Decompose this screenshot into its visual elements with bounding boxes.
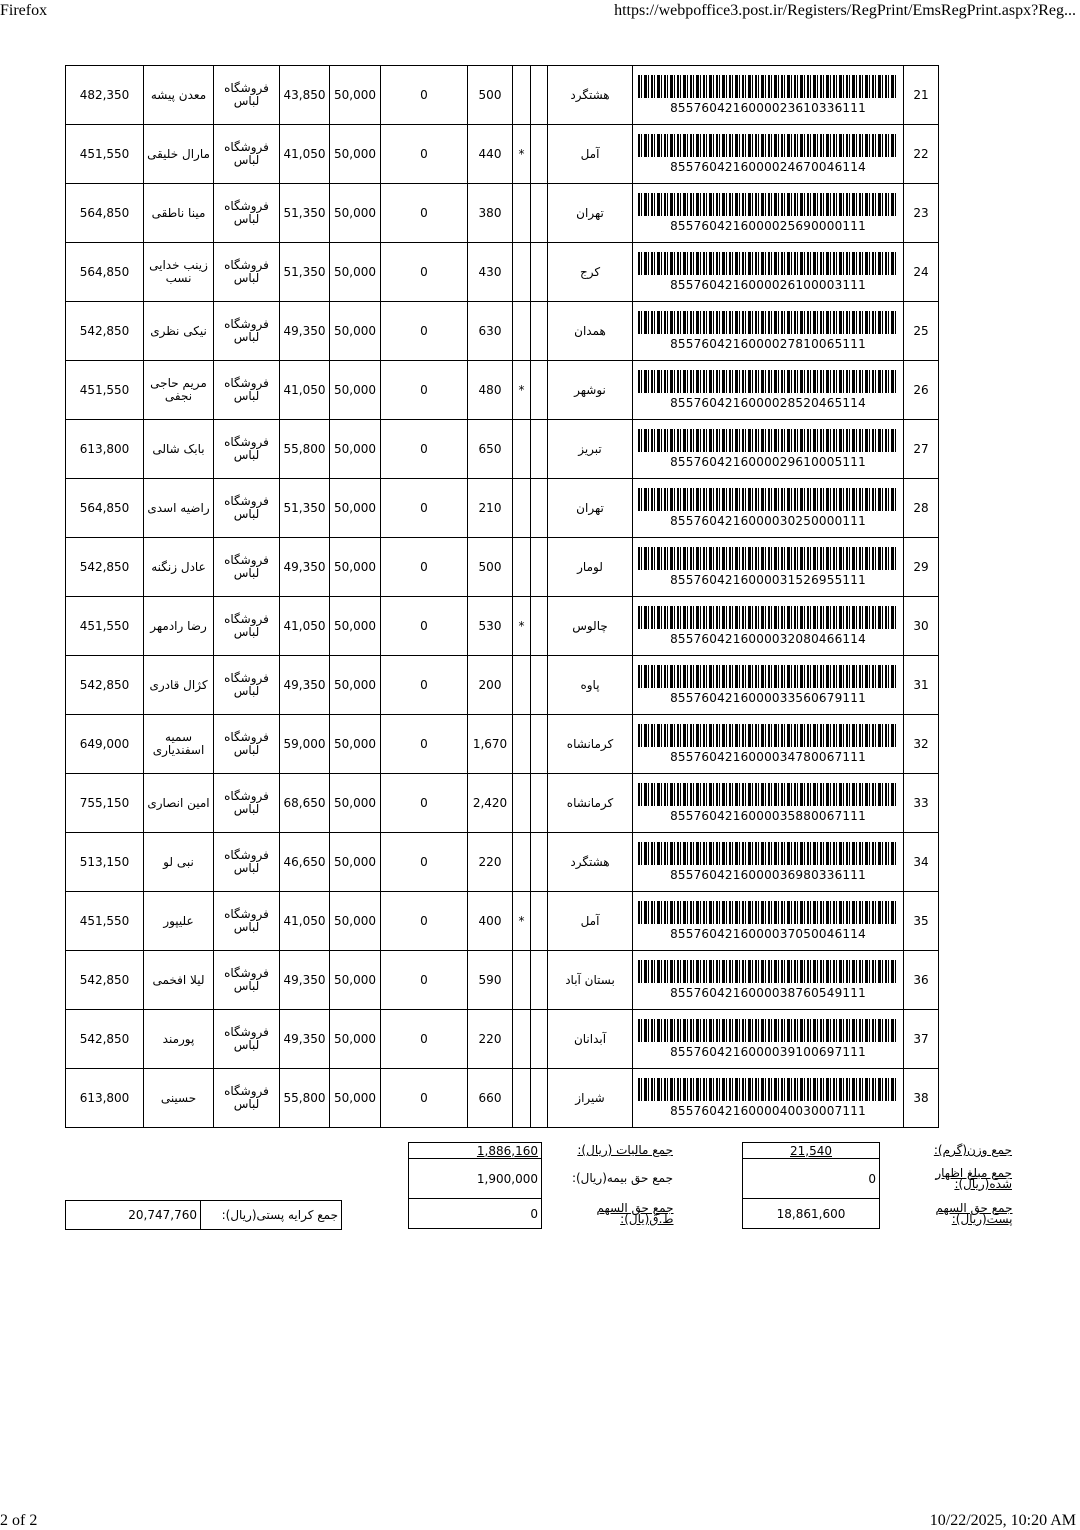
total-amount: 451,550	[66, 125, 144, 184]
empty-cell	[531, 361, 548, 420]
destination-city: لومار	[548, 538, 633, 597]
service-flag	[513, 243, 531, 302]
service-flag	[513, 774, 531, 833]
sender-name: فروشگاه لباس	[214, 892, 280, 951]
barcode-cell	[633, 1010, 904, 1069]
service-flag: *	[513, 892, 531, 951]
sender-name: فروشگاه لباس	[214, 479, 280, 538]
tracking-code: 8557604216000024670046114	[670, 160, 866, 174]
empty-cell	[531, 951, 548, 1010]
destination-city: کرمانشاه	[548, 774, 633, 833]
parcel-weight: 630	[468, 302, 513, 361]
parcel-weight: 650	[468, 420, 513, 479]
service-flag: *	[513, 125, 531, 184]
sender-name: فروشگاه لباس	[214, 302, 280, 361]
tracking-code: 8557604216000034780067111	[670, 750, 866, 764]
parcel-weight: 500	[468, 66, 513, 125]
total-amount: 542,850	[66, 656, 144, 715]
postal-fee: 49,350	[280, 951, 330, 1010]
recipient-name: امین انصاری	[144, 774, 214, 833]
total-amount: 451,550	[66, 597, 144, 656]
insurance-amount: 50,000	[330, 538, 381, 597]
empty-cell	[531, 538, 548, 597]
recipient-name: مارال خلیقی	[144, 125, 214, 184]
insurance-amount: 50,000	[330, 243, 381, 302]
service-flag	[513, 420, 531, 479]
page-count: 2 of 2	[0, 1512, 38, 1529]
declared-total: 0	[743, 1159, 880, 1199]
tax-label: جمع مالیات (ریال):	[577, 1143, 673, 1157]
barcode-image	[638, 665, 898, 688]
table-row	[66, 479, 939, 538]
row-number: 21	[904, 66, 939, 125]
empty-cell	[531, 420, 548, 479]
declared-value: 0	[381, 774, 468, 833]
tracking-code: 8557604216000030250000111	[670, 514, 866, 528]
parcel-weight: 220	[468, 833, 513, 892]
service-flag	[513, 833, 531, 892]
share-tq-total: 0	[409, 1199, 542, 1229]
browser-name: Firefox	[0, 2, 48, 19]
empty-cell	[531, 833, 548, 892]
service-flag	[513, 656, 531, 715]
declared-value: 0	[381, 538, 468, 597]
recipient-name: نیکی نظری	[144, 302, 214, 361]
barcode-image	[638, 193, 898, 216]
sender-name: فروشگاه لباس	[214, 538, 280, 597]
barcode-image	[638, 75, 898, 98]
barcode-cell	[633, 479, 904, 538]
recipient-name: کژال قادری	[144, 656, 214, 715]
total-amount: 542,850	[66, 302, 144, 361]
tracking-code: 8557604216000023610336111	[670, 101, 866, 115]
declared-value: 0	[381, 951, 468, 1010]
insurance-amount: 50,000	[330, 833, 381, 892]
recipient-name: راضیه اسدی	[144, 479, 214, 538]
service-flag	[513, 715, 531, 774]
parcel-weight: 380	[468, 184, 513, 243]
service-flag	[513, 66, 531, 125]
row-number: 30	[904, 597, 939, 656]
parcel-weight: 590	[468, 951, 513, 1010]
sender-name: فروشگاه لباس	[214, 833, 280, 892]
barcode-cell	[633, 243, 904, 302]
postal-fee: 41,050	[280, 361, 330, 420]
share-tq-label: جمع حق السهم ط.ق(یال):	[596, 1200, 674, 1226]
service-flag	[513, 1069, 531, 1128]
recipient-name: نبی لو	[144, 833, 214, 892]
destination-city: هشتگرد	[548, 833, 633, 892]
declared-value: 0	[381, 656, 468, 715]
table-row	[66, 774, 939, 833]
print-datetime: 10/22/2025, 10:20 AM	[929, 1512, 1076, 1529]
service-flag: *	[513, 361, 531, 420]
tracking-code: 8557604216000027810065111	[670, 337, 866, 351]
recipient-name: سمیه اسفندیاری	[144, 715, 214, 774]
postal-fee: 46,650	[280, 833, 330, 892]
tracking-code: 8557604216000025690000111	[670, 219, 866, 233]
row-number: 37	[904, 1010, 939, 1069]
postal-fee: 41,050	[280, 597, 330, 656]
barcode-image	[638, 134, 898, 157]
tracking-code: 8557604216000038760549111	[670, 986, 866, 1000]
share-post-total: 18,861,600	[743, 1199, 880, 1229]
page-url: https://webpoffice3.post.ir/Registers/RegPrint/EmsRegPrint.aspx?Reg...	[614, 2, 1076, 19]
sender-name: فروشگاه لباس	[214, 420, 280, 479]
service-flag	[513, 1010, 531, 1069]
destination-city: کرمانشاه	[548, 715, 633, 774]
declared-value: 0	[381, 833, 468, 892]
parcel-weight: 210	[468, 479, 513, 538]
insurance-amount: 50,000	[330, 125, 381, 184]
destination-city: هشتگرد	[548, 66, 633, 125]
barcode-cell	[633, 184, 904, 243]
service-flag	[513, 538, 531, 597]
destination-city: آمل	[548, 892, 633, 951]
service-flag	[513, 951, 531, 1010]
destination-city: نوشهر	[548, 361, 633, 420]
declared-value: 0	[381, 243, 468, 302]
row-number: 32	[904, 715, 939, 774]
postal-fee-total: 20,747,760	[66, 1201, 201, 1230]
table-row	[66, 66, 939, 125]
table-row	[66, 184, 939, 243]
tracking-code: 8557604216000039100697111	[670, 1045, 866, 1059]
declared-value: 0	[381, 1010, 468, 1069]
tracking-code: 8557604216000029610005111	[670, 455, 866, 469]
postal-fee-label: جمع کرایه پستی(ریال):	[201, 1201, 342, 1230]
insurance-amount: 50,000	[330, 66, 381, 125]
table-row	[66, 1010, 939, 1069]
barcode-cell	[633, 302, 904, 361]
sender-name: فروشگاه لباس	[214, 656, 280, 715]
barcode-cell	[633, 125, 904, 184]
postal-fee: 41,050	[280, 892, 330, 951]
parcel-weight: 200	[468, 656, 513, 715]
recipient-name: پورمند	[144, 1010, 214, 1069]
postal-fee: 55,800	[280, 420, 330, 479]
empty-cell	[531, 1010, 548, 1069]
sender-name: فروشگاه لباس	[214, 1010, 280, 1069]
declared-value: 0	[381, 479, 468, 538]
parcel-weight: 220	[468, 1010, 513, 1069]
postal-fee: 49,350	[280, 302, 330, 361]
declared-value: 0	[381, 184, 468, 243]
service-flag	[513, 302, 531, 361]
parcel-weight: 480	[468, 361, 513, 420]
insurance-amount: 50,000	[330, 361, 381, 420]
row-number: 36	[904, 951, 939, 1010]
postal-fee: 49,350	[280, 656, 330, 715]
insurance-amount: 50,000	[330, 597, 381, 656]
insurance-amount: 50,000	[330, 302, 381, 361]
barcode-cell	[633, 538, 904, 597]
declared-value: 0	[381, 597, 468, 656]
insurance-label: جمع حق بیمه(ریال):	[571, 1171, 673, 1185]
sender-name: فروشگاه لباس	[214, 951, 280, 1010]
service-flag	[513, 479, 531, 538]
sender-name: فروشگاه لباس	[214, 361, 280, 420]
tracking-code: 8557604216000033560679111	[670, 691, 866, 705]
tracking-code: 8557604216000032080466114	[670, 632, 866, 646]
barcode-image	[638, 547, 898, 570]
row-number: 25	[904, 302, 939, 361]
declared-value: 0	[381, 361, 468, 420]
parcel-weight: 440	[468, 125, 513, 184]
insurance-amount: 50,000	[330, 420, 381, 479]
insurance-total: 1,900,000	[409, 1159, 542, 1199]
barcode-image	[638, 1019, 898, 1042]
empty-cell	[531, 656, 548, 715]
sender-name: فروشگاه لباس	[214, 66, 280, 125]
declared-value: 0	[381, 302, 468, 361]
total-amount: 755,150	[66, 774, 144, 833]
barcode-image	[638, 724, 898, 747]
postal-fee-summary	[65, 1200, 342, 1230]
postal-fee: 49,350	[280, 538, 330, 597]
sender-name: فروشگاه لباس	[214, 1069, 280, 1128]
service-flag: *	[513, 597, 531, 656]
recipient-name: معدن پیشه	[144, 66, 214, 125]
declared-label: جمع مبلغ اظهار شده(ریال):	[935, 1165, 1012, 1191]
row-number: 31	[904, 656, 939, 715]
total-amount: 613,800	[66, 420, 144, 479]
total-amount: 542,850	[66, 1010, 144, 1069]
tracking-code: 8557604216000040030007111	[670, 1104, 866, 1118]
total-amount: 649,000	[66, 715, 144, 774]
barcode-image	[638, 370, 898, 393]
recipient-name: مریم حاجی نجفی	[144, 361, 214, 420]
empty-cell	[531, 302, 548, 361]
insurance-amount: 50,000	[330, 1010, 381, 1069]
row-number: 28	[904, 479, 939, 538]
postal-fee: 49,350	[280, 1010, 330, 1069]
postal-fee: 55,800	[280, 1069, 330, 1128]
recipient-name: حسینی	[144, 1069, 214, 1128]
insurance-amount: 50,000	[330, 1069, 381, 1128]
total-amount: 451,550	[66, 892, 144, 951]
sender-name: فروشگاه لباس	[214, 715, 280, 774]
barcode-image	[638, 842, 898, 865]
sender-name: فروشگاه لباس	[214, 774, 280, 833]
tax-summary	[408, 1142, 677, 1229]
total-amount: 564,850	[66, 479, 144, 538]
total-amount: 613,800	[66, 1069, 144, 1128]
table-row	[66, 656, 939, 715]
barcode-image	[638, 311, 898, 334]
total-amount: 513,150	[66, 833, 144, 892]
destination-city: چالوس	[548, 597, 633, 656]
parcel-weight: 1,670	[468, 715, 513, 774]
destination-city: آبدانان	[548, 1010, 633, 1069]
empty-cell	[531, 1069, 548, 1128]
parcel-weight: 530	[468, 597, 513, 656]
table-row	[66, 597, 939, 656]
declared-value: 0	[381, 1069, 468, 1128]
recipient-name: عادل زنگنه	[144, 538, 214, 597]
destination-city: همدان	[548, 302, 633, 361]
sender-name: فروشگاه لباس	[214, 184, 280, 243]
row-number: 29	[904, 538, 939, 597]
weight-summary	[742, 1142, 1016, 1229]
barcode-image	[638, 252, 898, 275]
row-number: 33	[904, 774, 939, 833]
postal-fee: 68,650	[280, 774, 330, 833]
destination-city: پاوه	[548, 656, 633, 715]
postal-fee: 51,350	[280, 243, 330, 302]
empty-cell	[531, 479, 548, 538]
total-amount: 564,850	[66, 184, 144, 243]
row-number: 27	[904, 420, 939, 479]
insurance-amount: 50,000	[330, 774, 381, 833]
recipient-name: زینب خدایی نسب	[144, 243, 214, 302]
share-post-label: جمع حق السهم پست(ریال):	[935, 1200, 1013, 1226]
tax-total: 1,886,160	[409, 1143, 542, 1159]
row-number: 24	[904, 243, 939, 302]
barcode-image	[638, 488, 898, 511]
empty-cell	[531, 243, 548, 302]
barcode-image	[638, 783, 898, 806]
sender-name: فروشگاه لباس	[214, 597, 280, 656]
tracking-code: 8557604216000036980336111	[670, 868, 866, 882]
total-amount: 542,850	[66, 951, 144, 1010]
weight-label: جمع وزن(گرم):	[933, 1143, 1012, 1157]
tracking-code: 8557604216000026100003111	[670, 278, 866, 292]
barcode-cell	[633, 361, 904, 420]
insurance-amount: 50,000	[330, 892, 381, 951]
barcode-cell	[633, 597, 904, 656]
empty-cell	[531, 66, 548, 125]
sender-name: فروشگاه لباس	[214, 125, 280, 184]
destination-city: تهران	[548, 479, 633, 538]
barcode-cell	[633, 420, 904, 479]
insurance-amount: 50,000	[330, 715, 381, 774]
table-row	[66, 538, 939, 597]
table-row	[66, 833, 939, 892]
empty-cell	[531, 774, 548, 833]
destination-city: شیراز	[548, 1069, 633, 1128]
barcode-image	[638, 1078, 898, 1101]
service-flag	[513, 184, 531, 243]
parcel-weight: 400	[468, 892, 513, 951]
table-row	[66, 125, 939, 184]
table-row	[66, 951, 939, 1010]
destination-city: تبریز	[548, 420, 633, 479]
destination-city: آمل	[548, 125, 633, 184]
row-number: 34	[904, 833, 939, 892]
empty-cell	[531, 125, 548, 184]
weight-total: 21,540	[743, 1143, 880, 1159]
parcel-weight: 660	[468, 1069, 513, 1128]
row-number: 38	[904, 1069, 939, 1128]
recipient-name: لیلا افخمی	[144, 951, 214, 1010]
postal-fee: 59,000	[280, 715, 330, 774]
barcode-image	[638, 429, 898, 452]
barcode-cell	[633, 892, 904, 951]
destination-city: بستان آباد	[548, 951, 633, 1010]
postal-fee: 51,350	[280, 479, 330, 538]
recipient-name: رضا رادمهر	[144, 597, 214, 656]
recipient-name: بابک شالی	[144, 420, 214, 479]
tracking-code: 8557604216000031526955111	[670, 573, 866, 587]
barcode-cell	[633, 1069, 904, 1128]
barcode-cell	[633, 715, 904, 774]
empty-cell	[531, 892, 548, 951]
recipient-name: مینا ناطقی	[144, 184, 214, 243]
sender-name: فروشگاه لباس	[214, 243, 280, 302]
declared-value: 0	[381, 125, 468, 184]
barcode-image	[638, 960, 898, 983]
table-row	[66, 243, 939, 302]
row-number: 35	[904, 892, 939, 951]
barcode-image	[638, 901, 898, 924]
barcode-image	[638, 606, 898, 629]
recipient-name: علیپور	[144, 892, 214, 951]
destination-city: تهران	[548, 184, 633, 243]
declared-value: 0	[381, 420, 468, 479]
insurance-amount: 50,000	[330, 951, 381, 1010]
total-amount: 564,850	[66, 243, 144, 302]
barcode-cell	[633, 656, 904, 715]
table-row	[66, 892, 939, 951]
barcode-cell	[633, 951, 904, 1010]
table-row	[66, 361, 939, 420]
insurance-amount: 50,000	[330, 656, 381, 715]
barcode-cell	[633, 833, 904, 892]
total-amount: 542,850	[66, 538, 144, 597]
row-number: 22	[904, 125, 939, 184]
insurance-amount: 50,000	[330, 184, 381, 243]
barcode-cell	[633, 66, 904, 125]
parcel-weight: 430	[468, 243, 513, 302]
postal-fee: 51,350	[280, 184, 330, 243]
parcel-weight: 500	[468, 538, 513, 597]
total-amount: 482,350	[66, 66, 144, 125]
empty-cell	[531, 184, 548, 243]
parcel-weight: 2,420	[468, 774, 513, 833]
empty-cell	[531, 715, 548, 774]
shipments-table	[65, 65, 939, 1128]
tracking-code: 8557604216000037050046114	[670, 927, 866, 941]
row-number: 26	[904, 361, 939, 420]
postal-fee: 41,050	[280, 125, 330, 184]
empty-cell	[531, 597, 548, 656]
insurance-amount: 50,000	[330, 479, 381, 538]
destination-city: کرج	[548, 243, 633, 302]
table-row	[66, 302, 939, 361]
tracking-code: 8557604216000028520465114	[670, 396, 866, 410]
table-row	[66, 715, 939, 774]
row-number: 23	[904, 184, 939, 243]
declared-value: 0	[381, 892, 468, 951]
tracking-code: 8557604216000035880067111	[670, 809, 866, 823]
table-row	[66, 1069, 939, 1128]
declared-value: 0	[381, 715, 468, 774]
total-amount: 451,550	[66, 361, 144, 420]
declared-value: 0	[381, 66, 468, 125]
table-row	[66, 420, 939, 479]
postal-fee: 43,850	[280, 66, 330, 125]
barcode-cell	[633, 774, 904, 833]
